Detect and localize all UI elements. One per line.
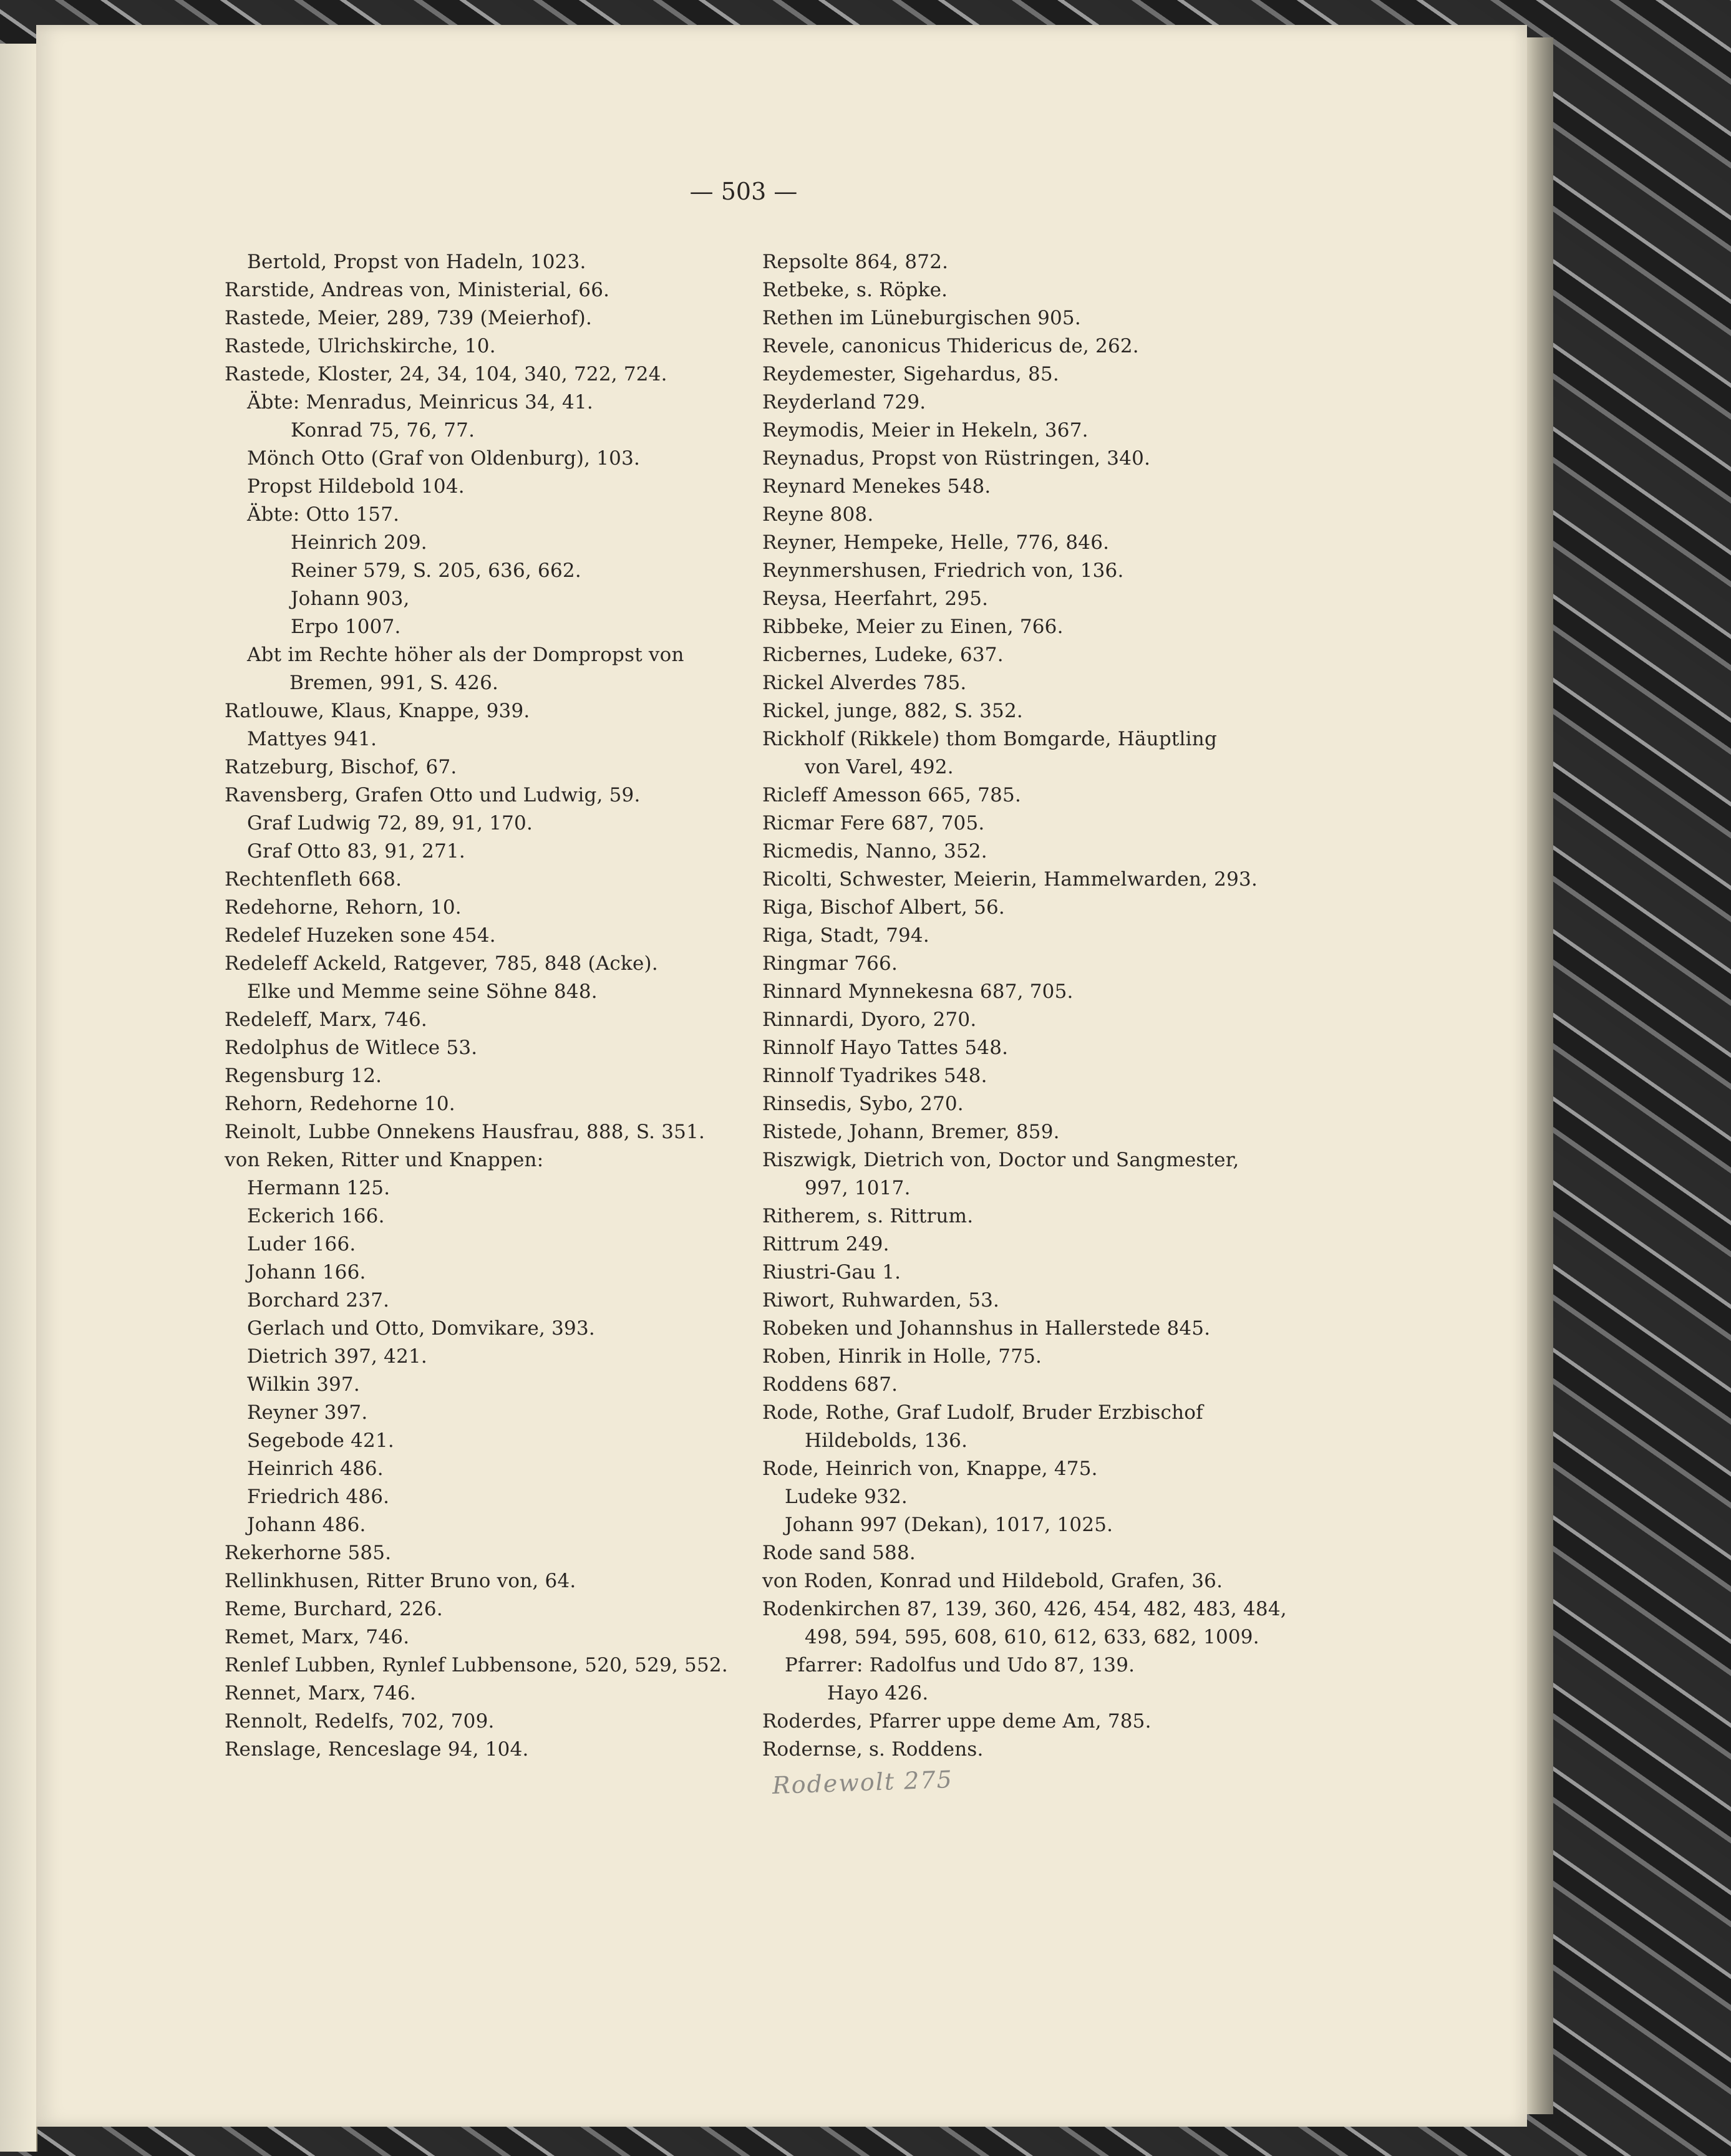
index-entry: Friedrich 486. <box>247 1486 390 1508</box>
index-entry: Reymodis, Meier in Hekeln, 367. <box>762 419 1089 442</box>
index-entry: Rickel Alverdes 785. <box>762 672 967 694</box>
index-entry: Reyner 397. <box>247 1401 368 1424</box>
index-entry: Ricmedis, Nanno, 352. <box>762 840 987 863</box>
index-entry: Ricmar Fere 687, 705. <box>762 812 985 834</box>
index-entry: Ricbernes, Ludeke, 637. <box>762 644 1004 666</box>
index-entry: Rinnolf Hayo Tattes 548. <box>762 1037 1009 1059</box>
index-entry: 498, 594, 595, 608, 610, 612, 633, 682, 1009. <box>805 1626 1259 1648</box>
index-entry: Redelef Huzeken sone 454. <box>225 924 496 947</box>
index-entry: Rastede, Kloster, 24, 34, 104, 340, 722, 724. <box>225 363 667 385</box>
index-entry: Rode, Rothe, Graf Ludolf, Bruder Erzbischof <box>762 1401 1203 1424</box>
index-entry: Ratlouwe, Klaus, Knappe, 939. <box>225 700 530 722</box>
index-entry: Wilkin 397. <box>247 1373 360 1396</box>
index-entry: Ristede, Johann, Bremer, 859. <box>762 1121 1060 1143</box>
index-entry: Heinrich 209. <box>291 531 427 554</box>
index-entry: Rinnard Mynnekesna 687, 705. <box>762 980 1074 1003</box>
index-entry: Reynard Menekes 548. <box>762 475 991 498</box>
index-entry: Dietrich 397, 421. <box>247 1345 427 1368</box>
index-entry: Reynmershusen, Friedrich von, 136. <box>762 559 1124 582</box>
index-entry: Propst Hildebold 104. <box>247 475 465 498</box>
index-entry: Roben, Hinrik in Holle, 775. <box>762 1345 1042 1368</box>
index-entry: Rodernse, s. Roddens. <box>762 1738 984 1761</box>
index-entry: Rode, Heinrich von, Knappe, 475. <box>762 1457 1098 1480</box>
index-entry: Hayo 426. <box>827 1682 929 1704</box>
index-entry: Ludeke 932. <box>785 1486 908 1508</box>
index-entry: Rethen im Lüneburgischen 905. <box>762 307 1081 329</box>
index-entry: Rinsedis, Sybo, 270. <box>762 1093 964 1115</box>
index-entry: Johann 486. <box>247 1514 366 1536</box>
index-entry: Rehorn, Redehorne 10. <box>225 1093 455 1115</box>
page-number: — 503 — <box>689 178 798 205</box>
handwritten-note: Rodewolt 275 <box>772 1765 954 1800</box>
index-entry: Eckerich 166. <box>247 1205 385 1227</box>
index-entry: Luder 166. <box>247 1233 356 1255</box>
index-entry: Reydemester, Sigehardus, 85. <box>762 363 1059 385</box>
index-entry: Rarstide, Andreas von, Ministerial, 66. <box>225 279 610 301</box>
index-entry: Borchard 237. <box>247 1289 390 1312</box>
index-entry: Riustri-Gau 1. <box>762 1261 901 1283</box>
index-entry: Hermann 125. <box>247 1177 390 1199</box>
index-entry: Ratzeburg, Bischof, 67. <box>225 756 457 778</box>
index-entry: Bertold, Propst von Hadeln, 1023. <box>247 251 586 273</box>
index-entry: Remet, Marx, 746. <box>225 1626 410 1648</box>
index-entry: Heinrich 486. <box>247 1457 384 1480</box>
index-entry: von Reken, Ritter und Knappen: <box>225 1149 544 1171</box>
index-entry: Ribbeke, Meier zu Einen, 766. <box>762 616 1064 638</box>
index-entry: Bremen, 991, S. 426. <box>289 672 499 694</box>
index-entry: Konrad 75, 76, 77. <box>291 419 475 442</box>
index-entry: Graf Otto 83, 91, 271. <box>247 840 465 863</box>
index-entry: Reiner 579, S. 205, 636, 662. <box>291 559 581 582</box>
index-entry: Redeleff, Marx, 746. <box>225 1008 427 1031</box>
index-entry: Rellinkhusen, Ritter Bruno von, 64. <box>225 1570 576 1592</box>
index-entry: Rennolt, Redelfs, 702, 709. <box>225 1710 495 1733</box>
index-entry: Reyner, Hempeke, Helle, 776, 846. <box>762 531 1110 554</box>
index-entry: Retbeke, s. Röpke. <box>762 279 948 301</box>
index-entry: Ravensberg, Grafen Otto und Ludwig, 59. <box>225 784 641 806</box>
index-entry: Rinnolf Tyadrikes 548. <box>762 1065 987 1087</box>
index-entry: Johann 166. <box>247 1261 366 1283</box>
index-entry: Abt im Rechte höher als der Dompropst von <box>247 644 684 666</box>
index-column-left <box>225 248 736 1764</box>
index-entry: Revele, canonicus Thidericus de, 262. <box>762 335 1139 357</box>
index-entry: Rickholf (Rikkele) thom Bomgarde, Häuptling <box>762 728 1217 750</box>
index-entry: Rekerhorne 585. <box>225 1542 392 1564</box>
index-entry: Reme, Burchard, 226. <box>225 1598 443 1620</box>
index-entry: Riga, Bischof Albert, 56. <box>762 896 1005 919</box>
index-entry: Äbte: Otto 157. <box>247 503 400 526</box>
index-entry: Rennet, Marx, 746. <box>225 1682 416 1704</box>
index-entry: Roderdes, Pfarrer uppe deme Am, 785. <box>762 1710 1152 1733</box>
page-block-edge <box>1527 37 1553 2114</box>
index-entry: Ricleff Amesson 665, 785. <box>762 784 1022 806</box>
index-entry: Repsolte 864, 872. <box>762 251 949 273</box>
index-entry: Rickel, junge, 882, S. 352. <box>762 700 1023 722</box>
index-entry: Rechtenfleth 668. <box>225 868 402 891</box>
index-entry: Reynadus, Propst von Rüstringen, 340. <box>762 447 1151 470</box>
index-entry: Renlef Lubben, Rynlef Lubbensone, 520, 529, 552. <box>225 1654 728 1676</box>
index-entry: Graf Ludwig 72, 89, 91, 170. <box>247 812 533 834</box>
index-entry: Hildebolds, 136. <box>805 1429 968 1452</box>
index-entry: Rode sand 588. <box>762 1542 916 1564</box>
index-entry: Mattyes 941. <box>247 728 377 750</box>
facing-page-edge <box>0 44 37 2152</box>
index-entry: Robeken und Johannshus in Hallerstede 845. <box>762 1317 1211 1340</box>
index-entry: von Varel, 492. <box>805 756 954 778</box>
index-entry: Reinolt, Lubbe Onnekens Hausfrau, 888, S. 351. <box>225 1121 705 1143</box>
index-entry: Riszwigk, Dietrich von, Doctor und Sangmester, <box>762 1149 1239 1171</box>
index-entry: Reyderland 729. <box>762 391 926 413</box>
index-entry: Äbte: Menradus, Meinricus 34, 41. <box>247 391 593 413</box>
index-entry: Segebode 421. <box>247 1429 394 1452</box>
index-entry: Riga, Stadt, 794. <box>762 924 929 947</box>
index-entry: Rinnardi, Dyoro, 270. <box>762 1008 977 1031</box>
index-entry: Elke und Memme seine Söhne 848. <box>247 980 598 1003</box>
index-entry: Regensburg 12. <box>225 1065 382 1087</box>
index-entry: Riwort, Ruhwarden, 53. <box>762 1289 1000 1312</box>
index-entry: Rodenkirchen 87, 139, 360, 426, 454, 482, 483, 484, <box>762 1598 1287 1620</box>
index-entry: Johann 997 (Dekan), 1017, 1025. <box>785 1514 1113 1536</box>
index-entry: Redolphus de Witlece 53. <box>225 1037 478 1059</box>
index-entry: Rastede, Meier, 289, 739 (Meierhof). <box>225 307 593 329</box>
index-entry: Renslage, Renceslage 94, 104. <box>225 1738 529 1761</box>
index-entry: von Roden, Konrad und Hildebold, Grafen, 36. <box>762 1570 1223 1592</box>
index-entry: Redehorne, Rehorn, 10. <box>225 896 462 919</box>
index-entry: Rittrum 249. <box>762 1233 890 1255</box>
index-entry: Reyne 808. <box>762 503 874 526</box>
index-entry: Ricolti, Schwester, Meierin, Hammelwarden, 293. <box>762 868 1258 891</box>
index-entry: Ritherem, s. Rittrum. <box>762 1205 974 1227</box>
index-entry: Rastede, Ulrichskirche, 10. <box>225 335 496 357</box>
index-entry: Redeleff Ackeld, Ratgever, 785, 848 (Acke). <box>225 952 658 975</box>
index-entry: Reysa, Heerfahrt, 295. <box>762 587 989 610</box>
index-entry: Gerlach und Otto, Domvikare, 393. <box>247 1317 595 1340</box>
index-entry: Mönch Otto (Graf von Oldenburg), 103. <box>247 447 641 470</box>
index-entry: 997, 1017. <box>805 1177 911 1199</box>
index-entry: Roddens 687. <box>762 1373 898 1396</box>
index-entry: Pfarrer: Radolfus und Udo 87, 139. <box>785 1654 1135 1676</box>
index-column-right <box>762 248 1287 1764</box>
index-entry: Johann 903, <box>291 587 410 610</box>
index-entry: Ringmar 766. <box>762 952 898 975</box>
index-entry: Erpo 1007. <box>291 616 401 638</box>
